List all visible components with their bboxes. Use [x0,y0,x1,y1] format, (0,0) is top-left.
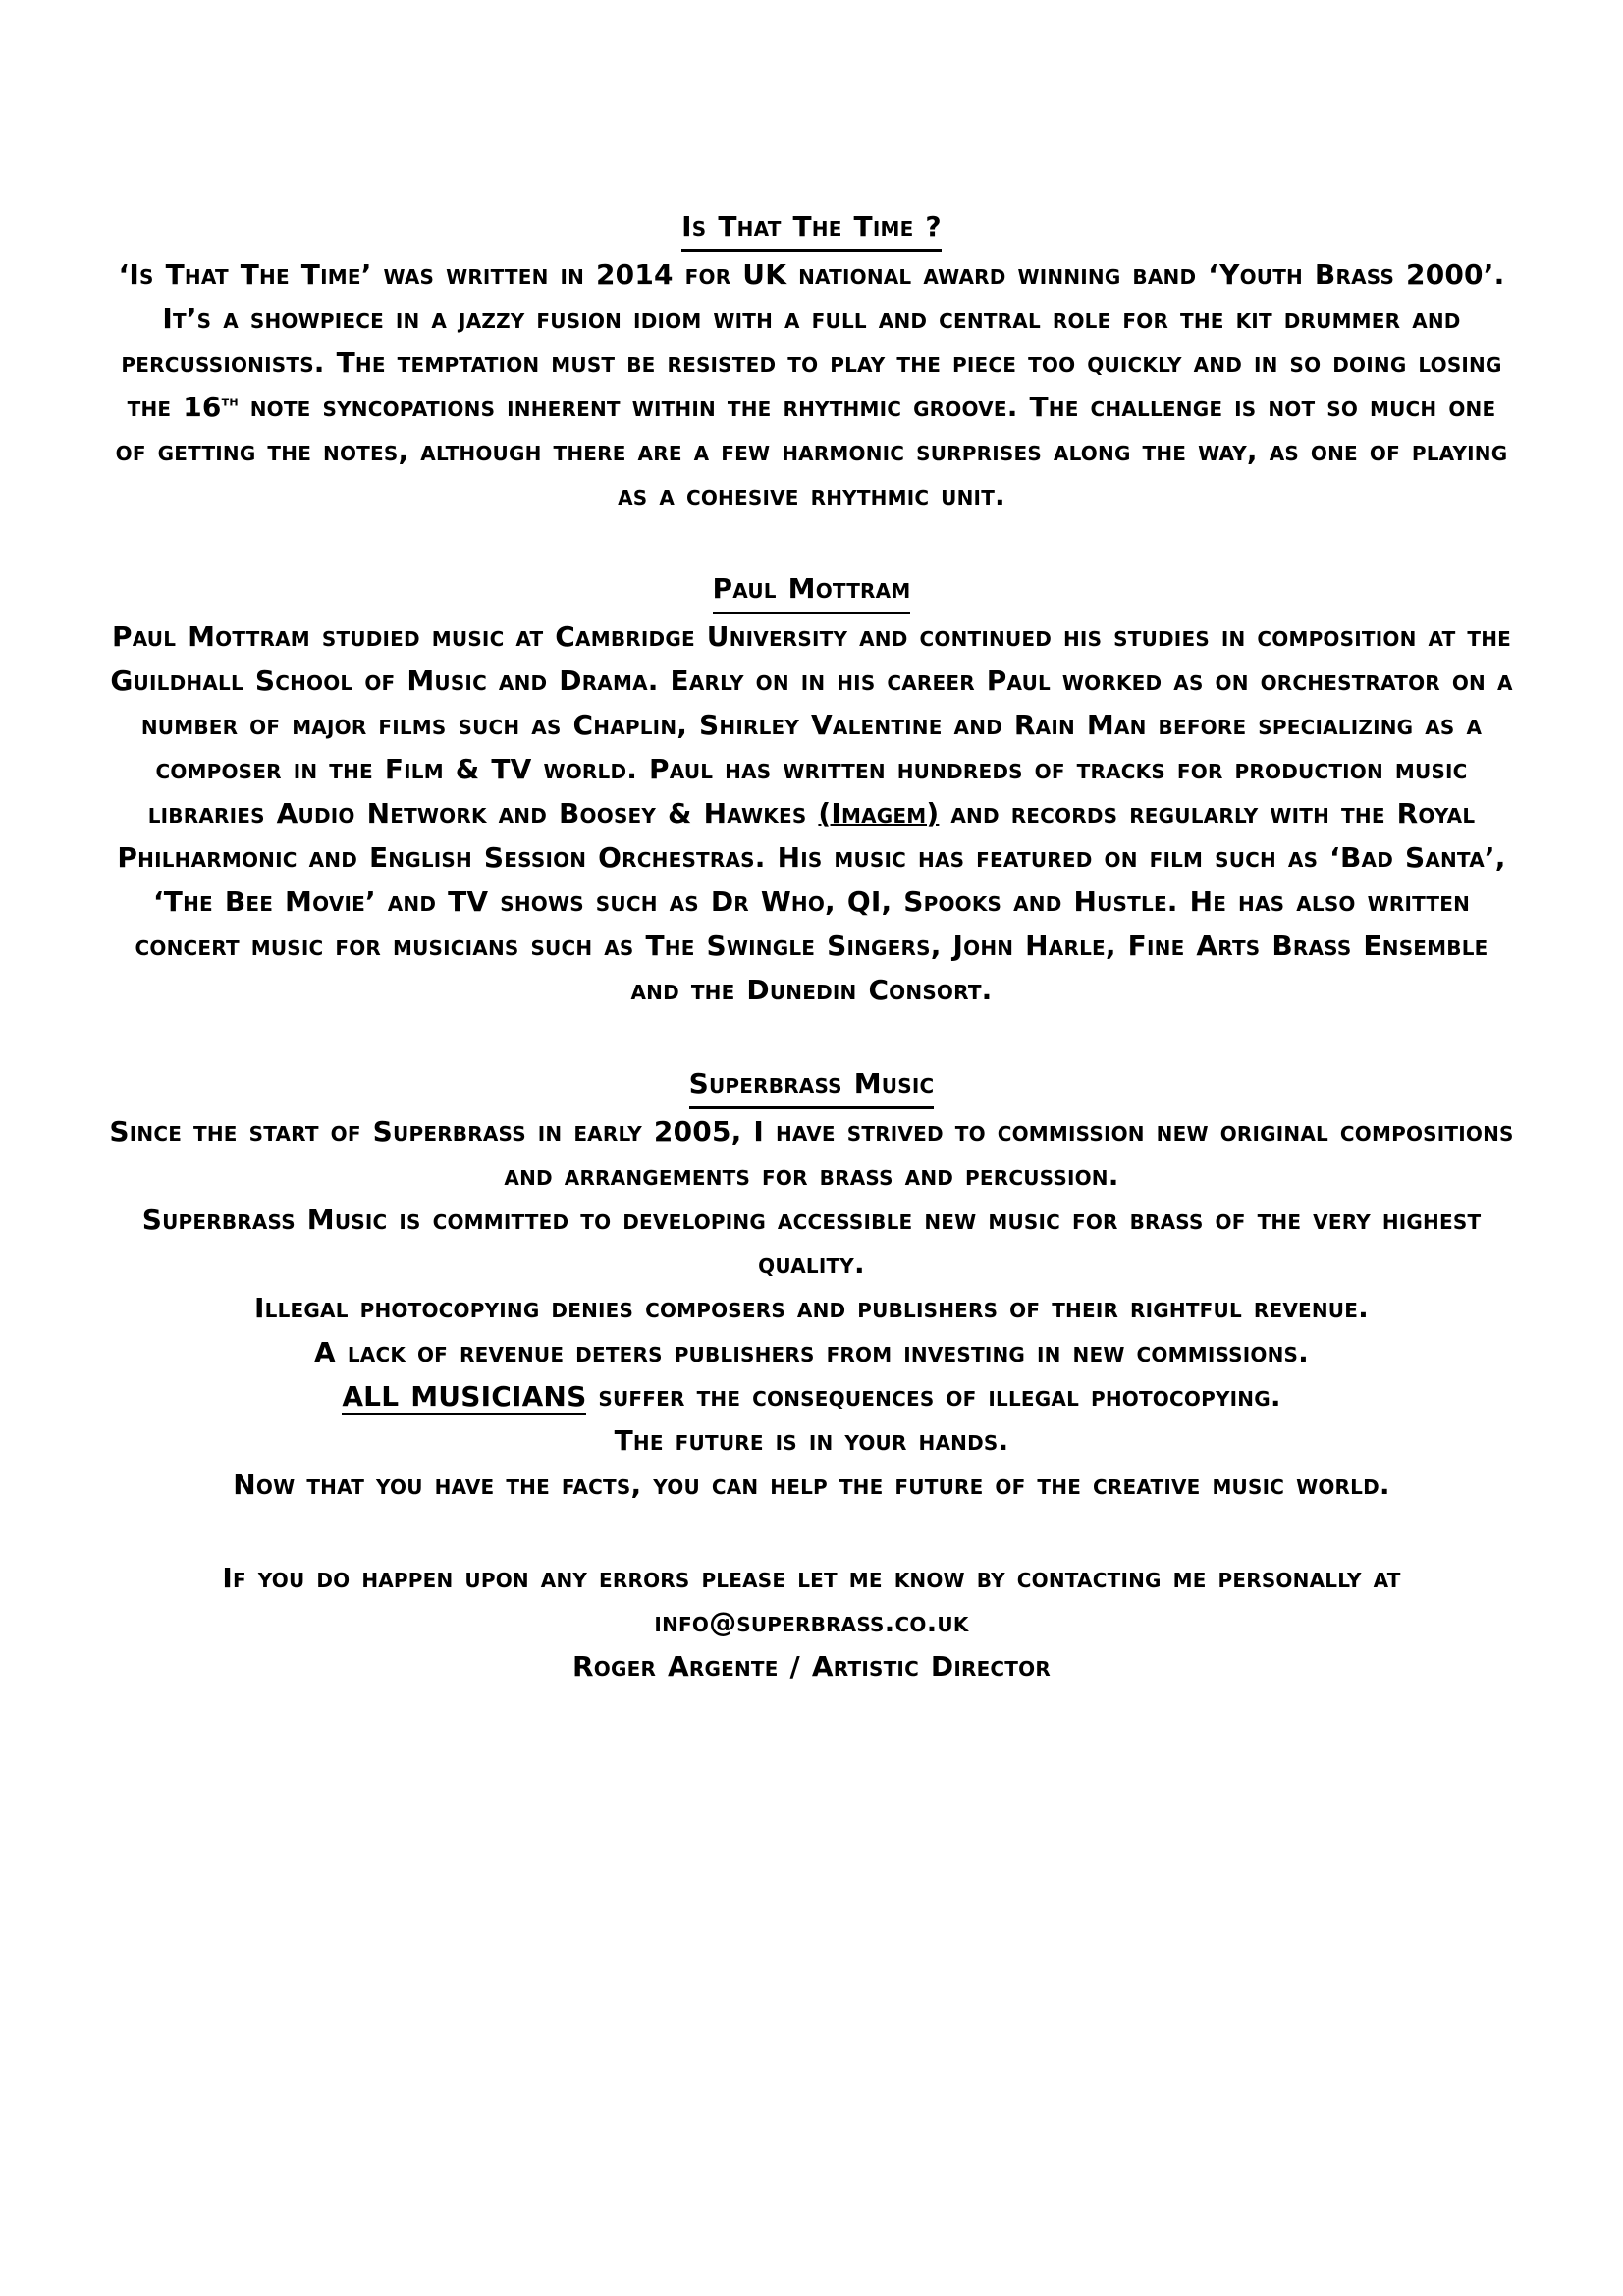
imagem-link[interactable]: (Imagem) [818,797,940,829]
signature-line: Roger Argente / Artistic Director [572,1650,1051,1682]
contact-email: info@superbrass.co.uk [654,1606,969,1638]
composer-name-text: Paul Mottram [713,566,911,614]
section-publisher-note [107,1061,1517,1507]
closing-block [107,1556,1517,1688]
all-musicians-rest: suffer the consequences of illegal photocopying. [586,1380,1281,1413]
section-piece-notes [107,204,1517,517]
composer-name-heading [107,566,1517,614]
all-musicians-emphasis: ALL MUSICIANS [342,1380,586,1415]
publisher-line-photocopying: Illegal photocopying denies composers and publishers of their rightful revenue. [254,1292,1369,1324]
section-composer-bio [107,566,1517,1012]
errors-contact-line: If you do happen upon any errors please let me know by contacting me personally at [222,1562,1401,1594]
piece-notes-part2: note syncopations inherent within the rhythmic groove. The challenge is not so much one of getting the notes, although there are a few harmonic surprises along the way, as one of playing as a cohesive rhythmic unit. [115,391,1508,511]
publisher-line-mission-1: Since the start of Superbrass in early 2005, I have strived to commission new original compositions and arrangements for brass and percussion. [109,1115,1514,1192]
piece-notes-part1: ‘Is That The Time’ was written in 2014 for UK national award winning band ‘Youth Brass 2000’. It’s a showpiece in a jazzy fusion idiom with a full and central role for the kit drummer and percussionists. The temptation must be resisted to play the piece too quickly and in so doing losing the 16 [118,258,1505,423]
piece-title-heading [107,204,1517,252]
piece-title-text: Is That The Time ? [681,204,942,252]
publisher-line-mission-2: Superbrass Music is committed to developing accessible new music for brass of the very highest quality. [141,1203,1482,1280]
composer-bio-paragraph [107,614,1517,1012]
composer-bio-part1: Paul Mottram studied music at Cambridge University and continued his studies in composition at the Guildhall School of Music and Drama. Early on in his career Paul worked as on orchestrator on a number of major films such as Chaplin, Shirley Valentine and Rain Man before specializing as a composer in the Film & TV world. Paul has written hundreds of tracks for production music libraries Audio Network and Boosey & Hawkes [110,620,1513,829]
publisher-heading-text: Superbrass Music [689,1061,935,1109]
piece-notes-paragraph [107,252,1517,517]
publisher-line-facts: Now that you have the facts, you can help the future of the creative music world. [233,1468,1390,1501]
publisher-line-all-musicians [107,1374,1517,1418]
page-content [107,0,1517,1688]
publisher-line-revenue: A lack of revenue deters publishers from investing in new commissions. [314,1336,1309,1368]
composer-bio-part2: and records regularly with the Royal Philharmonic and English Session Orchestras. His music has featured on film such as ‘Bad Santa’, ‘The Bee Movie’ and TV shows such as Dr Who, QI, Spooks and Hustle. He has also written concert music for musicians such as The Swingle Singers, John Harle, Fine Arts Brass Ensemble and the Dunedin Consort. [117,797,1506,1006]
ordinal-superscript: th [221,392,239,410]
publisher-heading [107,1061,1517,1109]
publisher-line-future: The future is in your hands. [614,1424,1009,1457]
